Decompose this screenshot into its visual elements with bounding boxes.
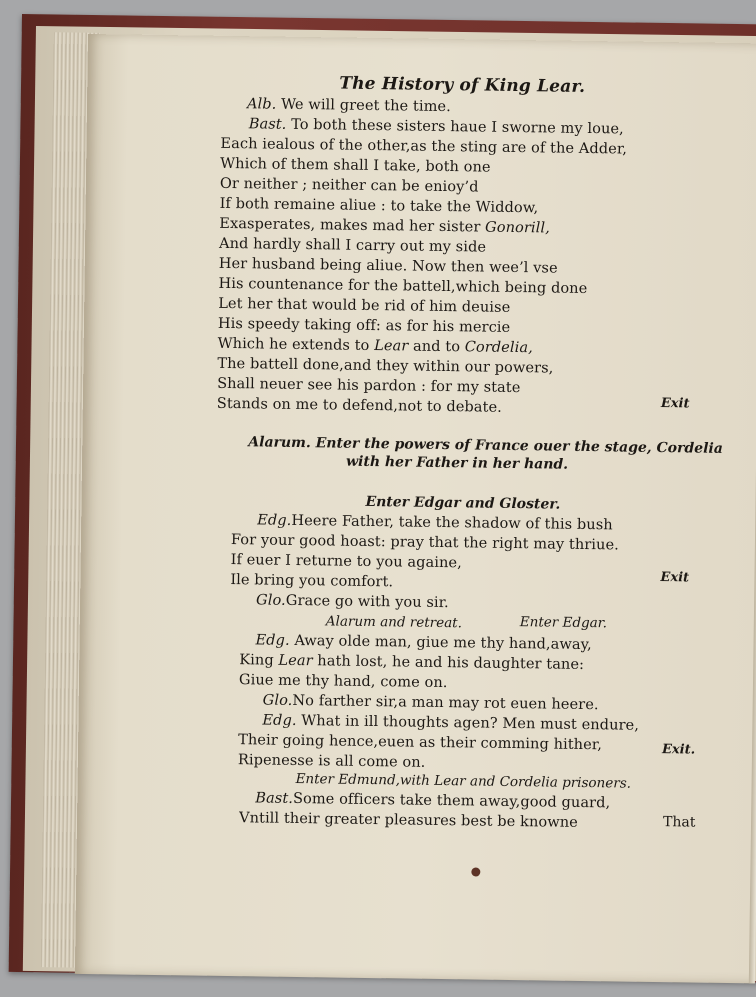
stage-direction: Enter Edgar.: [519, 614, 608, 632]
text-line: King Lear hath lost, he and his daughter tane:: [239, 652, 585, 673]
text-line: Which of them shall I take, both one: [220, 155, 491, 176]
stage-direction: Enter Edmund,with Lear and Cordelia prisoners.: [295, 770, 632, 792]
text-line: Alb. We will greet the time.: [246, 96, 451, 116]
text-line: Exasperates, makes mad her sister Gonorill,: [219, 215, 550, 237]
text-line: Bast. To both these sisters haue I sworne my loue,: [248, 116, 624, 138]
page-gutter: [749, 43, 756, 983]
text-line: Stands on me to defend,not to debate.: [216, 395, 503, 416]
text-line: Let her that would be rid of him deuise: [218, 295, 511, 316]
running-head: The History of King Lear.: [339, 73, 586, 97]
text-line: And hardly shall I carry out my side: [218, 235, 487, 256]
text-line: Or neither ; neither can be enioy’d: [219, 175, 479, 196]
stage-direction: with her Father in her hand.: [345, 453, 569, 473]
text-line: His countenance for the battell,which being done: [218, 275, 588, 297]
text-line: Ripenesse is all come on.: [237, 752, 426, 771]
text-line: Edg.Heere Father, take the shadow of this bush: [257, 512, 613, 534]
text-line: Shall neuer see his pardon : for my state: [217, 375, 521, 397]
stage-direction: Alarum and retreat.: [325, 613, 463, 632]
text-line: Each iealous of the other,as the sting are of the Adder,: [220, 135, 628, 158]
text-line: Edg. Away olde man, giue me thy hand,away,: [255, 632, 592, 654]
text-line: If both remaine aliue : to take the Widdow,: [219, 195, 539, 217]
text-line: Which he extends to Lear and to Cordelia,: [217, 335, 533, 357]
text-line: Giue me thy hand, come on.: [238, 672, 448, 692]
book-page: [75, 34, 756, 983]
exit-direction: Exit: [660, 570, 690, 586]
text-line: The battell done,and they within our powers,: [217, 355, 554, 377]
text-line: Bast.Some officers take them away,good guard,: [255, 790, 611, 812]
text-line: Glo.No farther sir,a man may rot euen heere.: [262, 692, 599, 714]
catchword: That: [662, 814, 696, 831]
text-line: Ile bring you comfort.: [230, 572, 394, 591]
exit-direction: Exit.: [661, 742, 696, 758]
stage-direction: Enter Edgar and Gloster.: [365, 493, 561, 513]
text-line: For your good hoast: pray that the right may thriue.: [230, 532, 620, 554]
text-line: Her husband being aliue. Now then wee’l vse: [218, 255, 558, 277]
text-line: Vntill their greater pleasures best be knowne: [238, 810, 579, 831]
text-line: If euer I returne to you againe,: [230, 552, 462, 572]
ink-blot: [471, 867, 480, 876]
text-line: Edg. What in ill thoughts agen? Men must endure,: [262, 712, 640, 734]
text-line: Their going hence,euen as their comming hither,: [238, 732, 603, 754]
exit-direction: Exit: [660, 396, 690, 412]
text-line: Glo.Grace go with you sir.: [255, 592, 449, 612]
stage-direction: Alarum. Enter the powers of France ouer the stage, Cordelia: [248, 434, 723, 457]
text-line: His speedy taking off: as for his mercie: [217, 315, 511, 336]
